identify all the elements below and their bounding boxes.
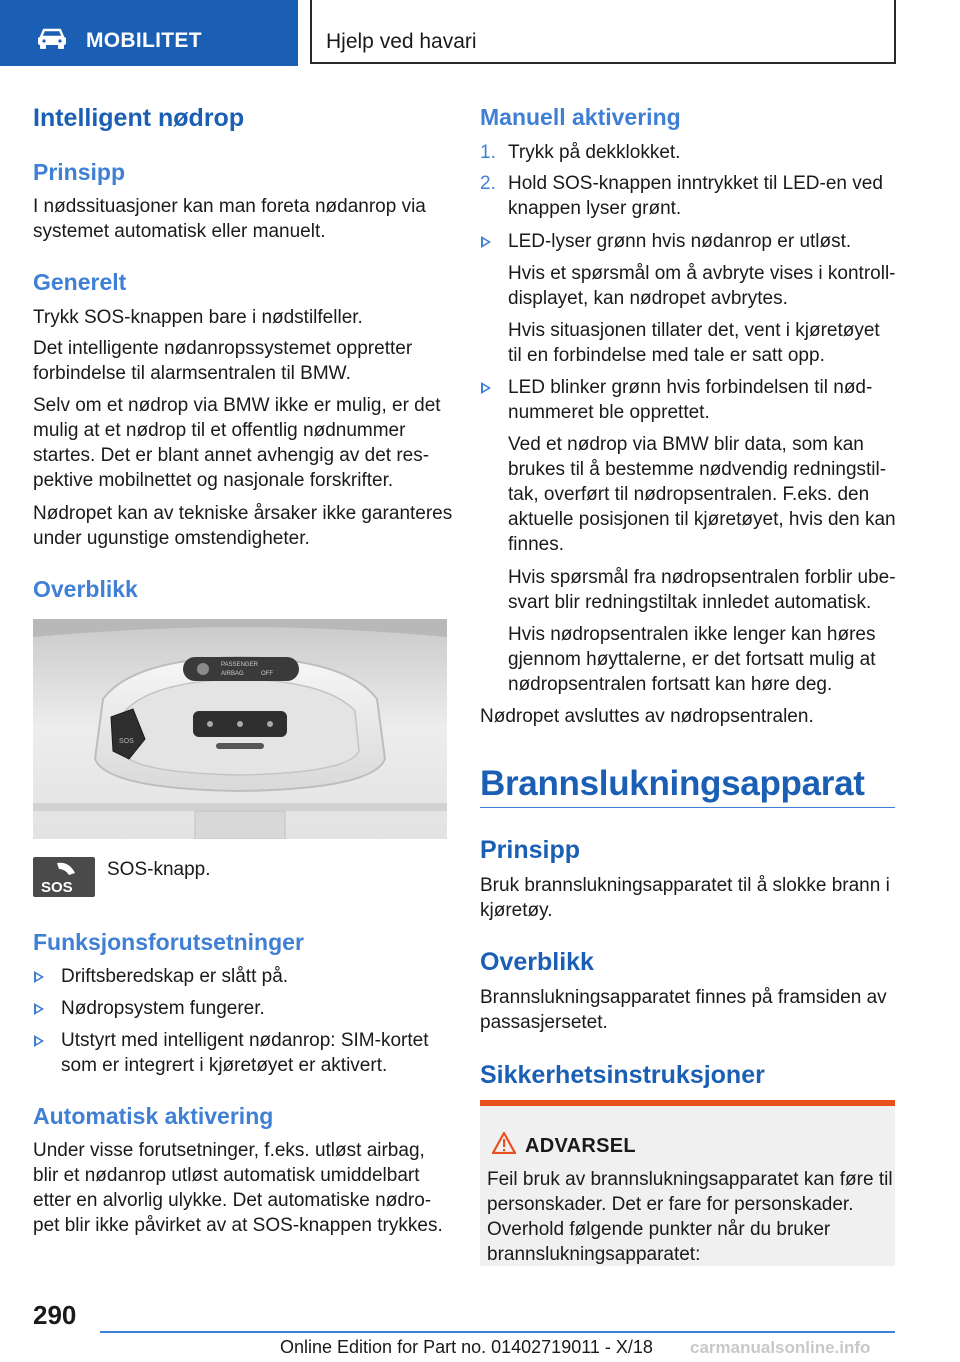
chapter-tab[interactable] — [310, 0, 896, 64]
warning-title: ADVARSEL — [525, 1135, 636, 1157]
bullet-triangle-icon — [34, 1035, 44, 1047]
bullet-triangle-icon — [34, 1003, 44, 1015]
heading-overblikk: Overblikk — [33, 576, 138, 602]
photo-passenger-label: PASSENGER — [221, 662, 258, 668]
heading-prinsipp: Prinsipp — [33, 159, 126, 185]
photo-airbag-label: AIRBAG — [221, 671, 244, 677]
section-tab[interactable] — [0, 0, 298, 66]
section-divider — [480, 807, 895, 808]
sos-button-icon — [33, 857, 95, 897]
section-title-brannslukning: Brannslukningsapparat — [480, 764, 865, 803]
bullet-triangle-icon — [481, 382, 491, 394]
watermark: carmanualsonline.info — [690, 1338, 871, 1357]
paragraph-generelt-4: Nødropet kan av tekniske årsaker ikke garanteres under ugunstige omstendigheter. — [33, 503, 453, 549]
heading-sikkerhetsinstruksjoner: Sikkerhetsinstruksjoner — [480, 1061, 765, 1089]
paragraph-generelt-1: Trykk SOS-knappen bare i nødstilfeller. — [33, 307, 363, 328]
paragraph-overblikk-brann: Brannslukningsapparatet finnes på framsiden av passasjersetet. — [480, 987, 887, 1033]
photo-sos-label: SOS — [119, 738, 134, 745]
paragraph-generelt-2: Det intelligente nødanropssystemet oppretter forbindelse til alarmsentralen til BMW. — [33, 338, 413, 384]
paragraph-sub: Hvis et spørsmål om å avbryte vises i kontroll- displayet, kan nødropet avbrytes. — [508, 263, 896, 309]
heading-overblikk-brann: Overblikk — [480, 948, 594, 976]
chapter-tab-label: Hjelp ved havari — [326, 30, 477, 53]
caption-sos-knapp: SOS-knapp. — [107, 859, 211, 880]
photo-off-label: OFF — [261, 671, 273, 677]
paragraph-generelt-3: Selv om et nødrop via BMW ikke er mulig, er det mulig at et nødrop til et offentlig nødnummer startes. Det er blant annet avhengig av det res- pektive mobilnettet og nasjonale forskrifter. — [33, 395, 441, 491]
paragraph-sub: Ved et nødrop via BMW blir data, som kan brukes til å bestemme nødvendig redningstil- tak, overført til nødropsentralen. F.eks. den aktuelle posisjonen til kjøretøyet, hvis den kan finnes. — [508, 434, 896, 555]
warning-text: Feil bruk av brannslukningsapparatet kan føre til personskader. Det er fare for personskader. Overhold følgende punkter når du bruker brannslukningsapparatet: — [487, 1169, 893, 1265]
page-header — [0, 0, 960, 66]
section-title-nodrop: Intelligent nødrop — [33, 104, 245, 132]
footer-divider — [100, 1331, 895, 1333]
bullet-triangle-icon — [34, 971, 44, 983]
heading-generelt: Generelt — [33, 269, 127, 295]
bullet-triangle-icon — [481, 236, 491, 248]
svg-text:SOS: SOS — [41, 879, 73, 896]
paragraph-prinsipp-brann: Bruk brannslukningsapparatet til å slokke brann i kjøretøy. — [480, 875, 890, 921]
paragraph-sub: Hvis situasjonen tillater det, vent i kjøretøyet til en forbindelse med tale er satt opp. — [508, 320, 880, 366]
heading-funksjonsforutsetninger: Funksjonsforutsetninger — [33, 929, 304, 955]
car-icon — [36, 28, 68, 50]
heading-automatisk-aktivering: Automatisk aktivering — [33, 1103, 274, 1129]
paragraph-prinsipp: I nødssituasjoner kan man foreta nødanrop via systemet automatisk eller manuelt. — [33, 196, 426, 242]
paragraph-end: Nødropet avsluttes av nødropsentralen. — [480, 706, 814, 727]
section-tab-label: MOBILITET — [86, 29, 202, 52]
footer-edition: Online Edition for Part no. 01402719011 - X/18 — [280, 1337, 653, 1357]
paragraph-automatisk: Under visse forutsetninger, f.eks. utløst airbag, blir et nødanrop utløst automatisk umiddelbart etter en alvorlig ulykke. Det automatiske nødro- pet blir ikke påvirket av at SOS-knappen trykkes. — [33, 1140, 443, 1236]
warning-box — [480, 1100, 895, 1266]
page-number: 290 — [33, 1300, 77, 1330]
heading-prinsipp-brann: Prinsipp — [480, 836, 581, 864]
paragraph-sub: Hvis spørsmål fra nødropsentralen forblir ube- svart blir redningstiltak innledet automatisk. — [508, 567, 896, 613]
overhead-console-photo — [33, 619, 447, 839]
warning-triangle-icon — [492, 1132, 516, 1154]
paragraph-sub: Hvis nødropsentralen ikke lenger kan høres gjennom høyttalerne, er det fortsatt mulig at nødropsentralen fortsatt kan høre deg. — [508, 624, 876, 695]
heading-manuell-aktivering: Manuell aktivering — [480, 104, 681, 130]
